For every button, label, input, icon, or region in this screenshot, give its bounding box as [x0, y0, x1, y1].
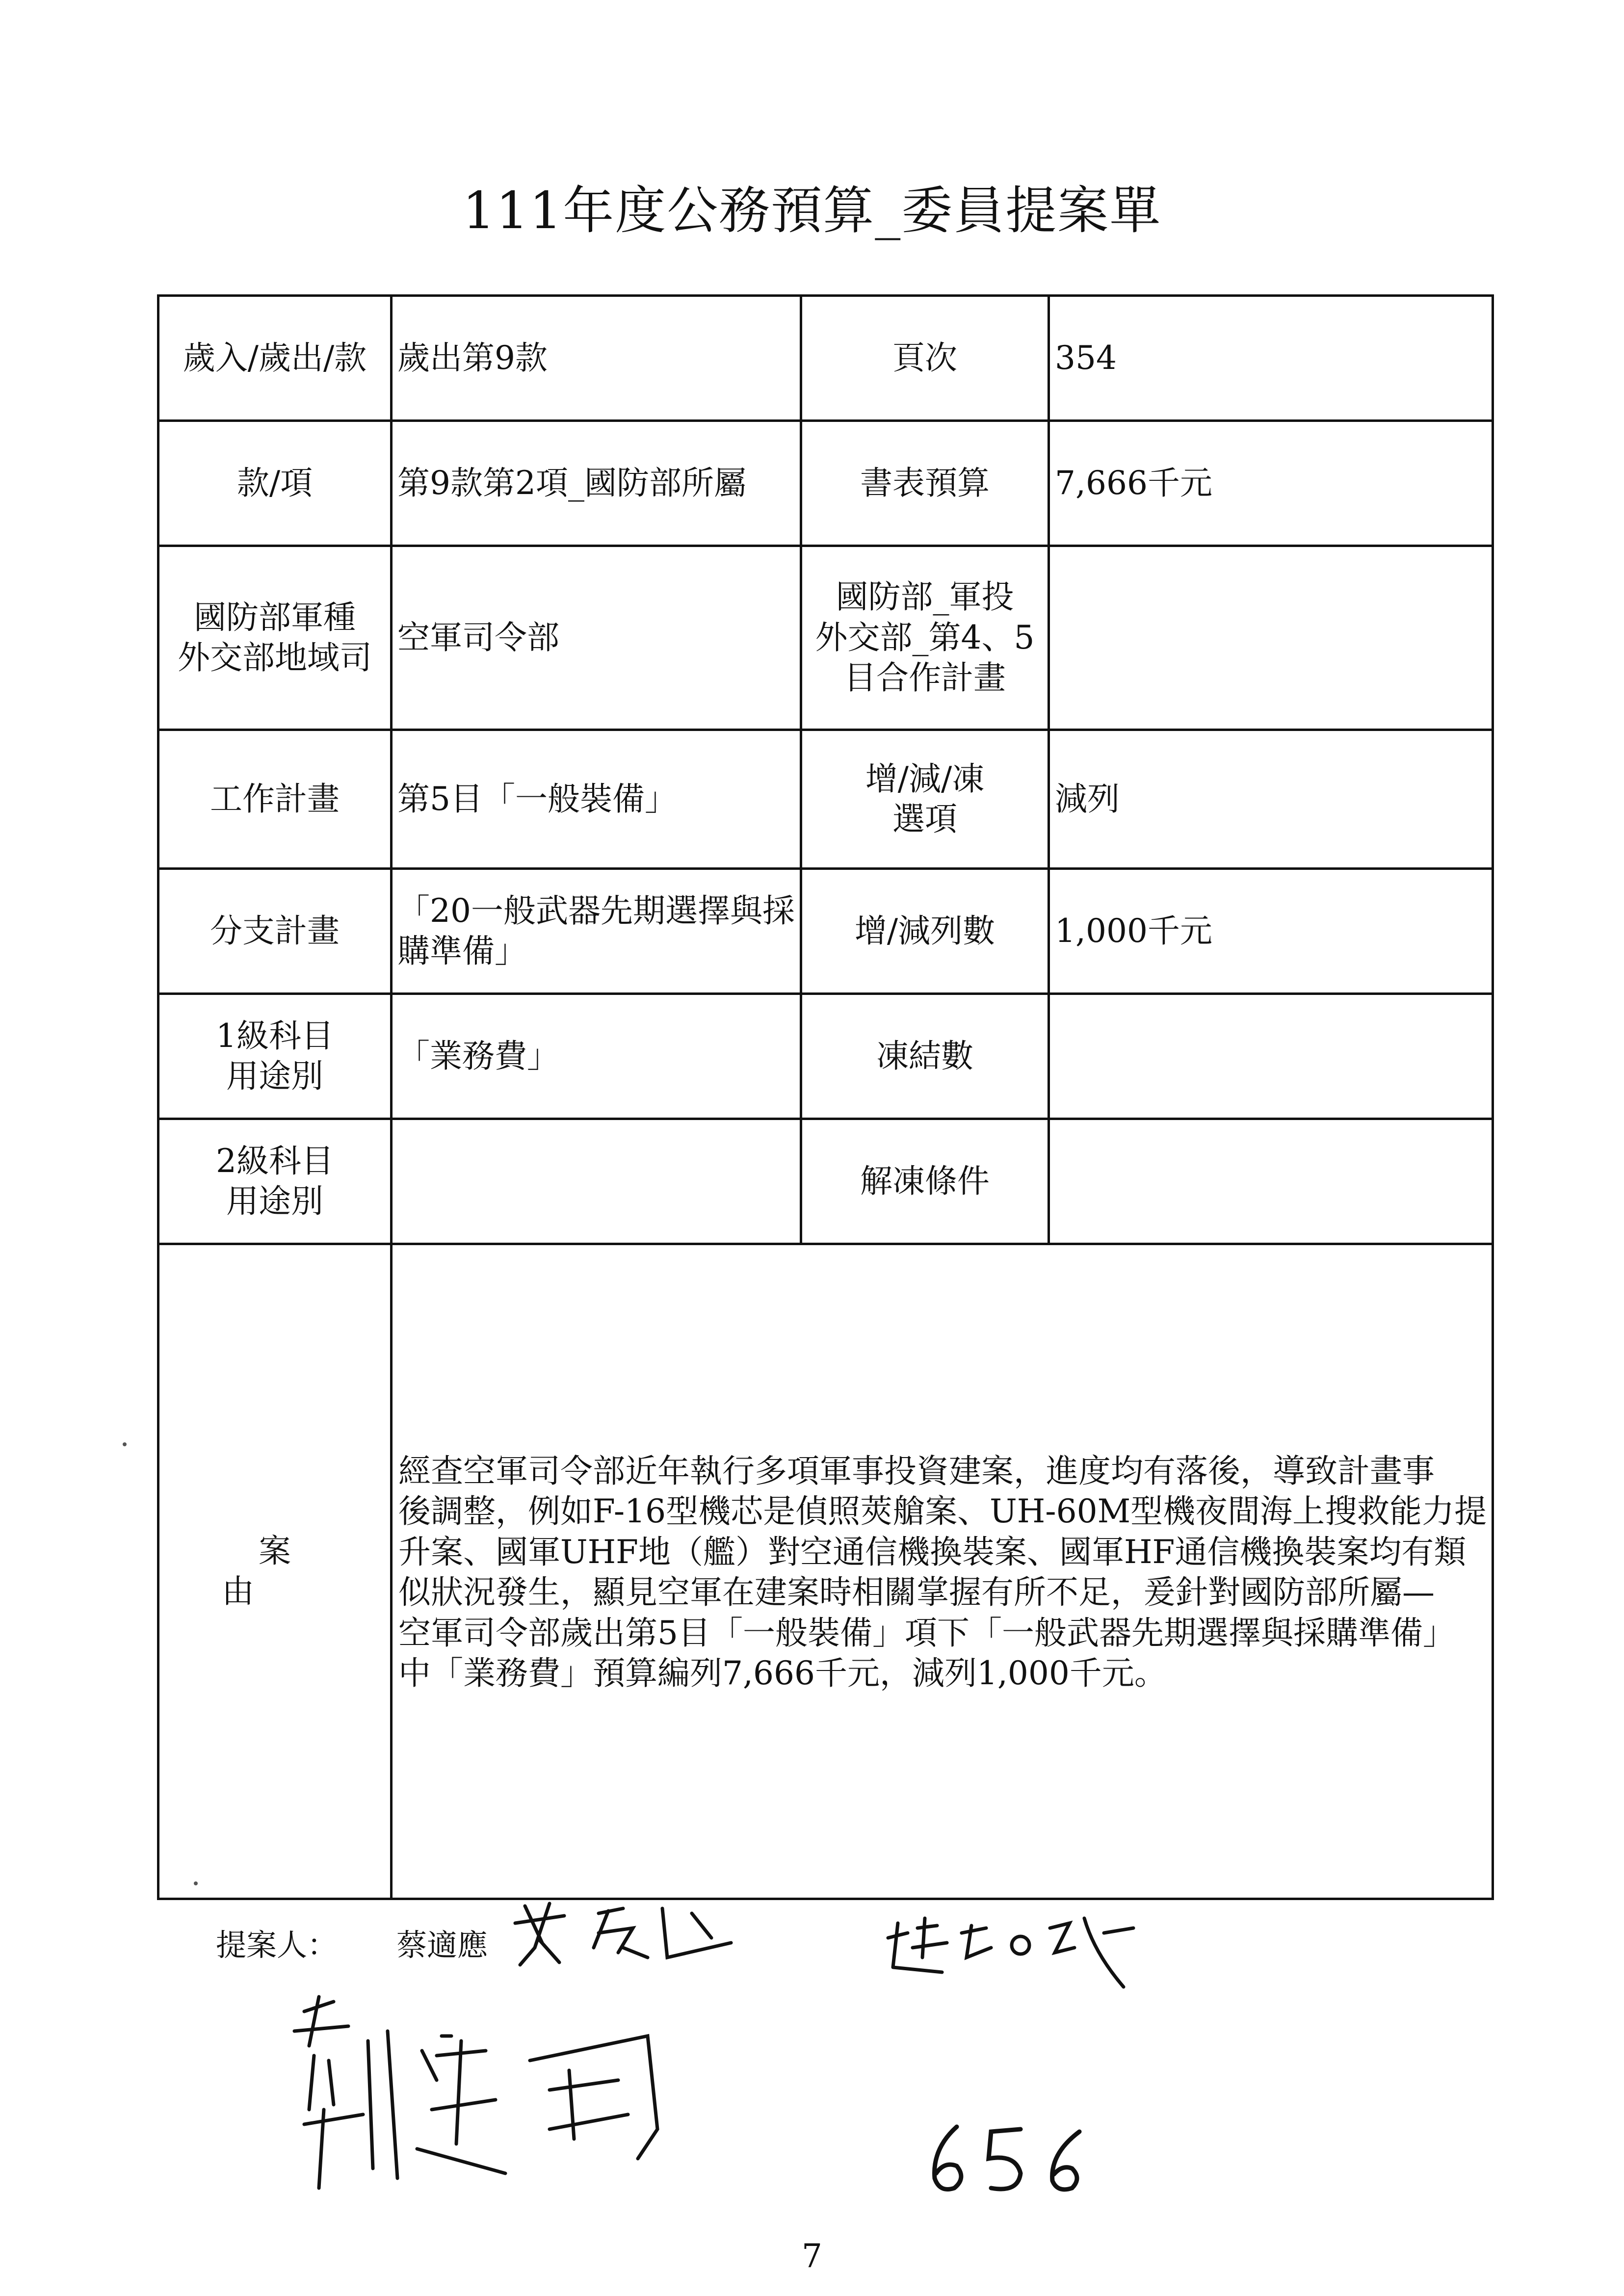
table-row-reason — [158, 1244, 1493, 1899]
field-value — [1049, 546, 1493, 730]
field-value: 空軍司令部 — [392, 546, 801, 730]
field-label-line: 用途別 — [226, 1057, 323, 1095]
page-number: 7 — [802, 2237, 822, 2275]
field-label: 凍結數 — [801, 994, 1049, 1119]
signature-liu — [275, 1982, 707, 2208]
reason-text — [392, 1244, 1493, 1899]
field-label-line: 增/減/凍 — [865, 759, 985, 798]
field-label-line: 2級科目 — [216, 1142, 334, 1180]
table-row — [158, 546, 1493, 730]
field-label: 書表預算 — [801, 421, 1049, 546]
field-value: 第5目「一般裝備」 — [392, 730, 801, 869]
field-value: 歲出第9款 — [392, 296, 801, 421]
signature-tsai — [505, 1894, 751, 1972]
field-label: 工作計畫 — [158, 730, 392, 869]
field-label: 歲入/歲出/款 — [158, 296, 392, 421]
field-label-line: 國防部軍種 — [194, 598, 356, 636]
proposer-label: 提案人： — [216, 1927, 338, 1963]
field-label-line: 用途別 — [226, 1182, 323, 1220]
field-value — [1049, 1119, 1493, 1244]
field-label-line: 外交部_第4、5 — [815, 618, 1035, 656]
signature-chao — [878, 1899, 1153, 2026]
table-row — [158, 869, 1493, 994]
field-value: 第9款第2項_國防部所屬 — [392, 421, 801, 546]
field-value: 7,666千元 — [1049, 421, 1493, 546]
reason-line: 經查空軍司令部近年執行多項軍事投資建案，進度均有落後，導致計畫事 — [398, 1452, 1435, 1490]
field-label: 頁次 — [801, 296, 1049, 421]
field-label-line: 1級科目 — [216, 1017, 334, 1055]
proposal-form-table — [157, 294, 1494, 1900]
field-label — [158, 546, 392, 730]
table-row — [158, 994, 1493, 1119]
field-value — [392, 1119, 801, 1244]
field-label-line: 目合作計畫 — [844, 659, 1006, 697]
table-row — [158, 296, 1493, 421]
reason-label — [158, 1244, 392, 1899]
field-label: 增/減列數 — [801, 869, 1049, 994]
field-value: 1,000千元 — [1049, 869, 1493, 994]
field-label-line: 外交部地域司 — [178, 639, 372, 677]
table-row — [158, 730, 1493, 869]
reason-label-text: 案由 — [222, 1532, 365, 1610]
field-label: 分支計畫 — [158, 869, 392, 994]
proposer-line — [216, 1921, 488, 1964]
scan-speck — [194, 1881, 198, 1885]
form-title: 111年度公務預算_委員提案單 — [462, 181, 1162, 240]
reason-line: 似狀況發生，顯見空軍在建案時相關掌握有所不足，爰針對國防部所屬— — [398, 1573, 1435, 1611]
reason-line: 空軍司令部歲出第5目「一般裝備」項下「一般武器先期選擇與採購準備」 — [398, 1614, 1455, 1652]
field-label — [158, 994, 392, 1119]
field-value: 354 — [1049, 296, 1493, 421]
table-row — [158, 1119, 1493, 1244]
field-value-line: 「20一般武器先期選擇與採 — [397, 891, 795, 930]
proposer-name: 蔡適應 — [396, 1927, 488, 1963]
table-row — [158, 421, 1493, 546]
field-value: 「業務費」 — [392, 994, 801, 1119]
field-value — [1049, 994, 1493, 1119]
field-label-line: 選項 — [892, 800, 957, 838]
field-label — [801, 546, 1049, 730]
field-label-line: 國防部_軍投 — [836, 578, 1014, 616]
reason-line: 後調整，例如F-16型機芯是偵照莢艙案、UH-60M型機夜間海上搜救能力提 — [398, 1492, 1487, 1530]
field-label — [158, 1119, 392, 1244]
reason-line: 中「業務費」預算編列7,666千元，減列1,000千元。 — [398, 1654, 1167, 1692]
scan-speck — [123, 1442, 127, 1446]
field-value — [392, 869, 801, 994]
reason-line: 升案、國軍UHF地（艦）對空通信機換裝案、國軍HF通信機換裝案均有類 — [398, 1533, 1467, 1571]
field-label — [801, 730, 1049, 869]
handwritten-number-656 — [922, 2119, 1099, 2203]
field-label: 款/項 — [158, 421, 392, 546]
field-label: 解凍條件 — [801, 1119, 1049, 1244]
field-value: 減列 — [1049, 730, 1493, 869]
field-value-line: 購準備」 — [397, 932, 527, 970]
